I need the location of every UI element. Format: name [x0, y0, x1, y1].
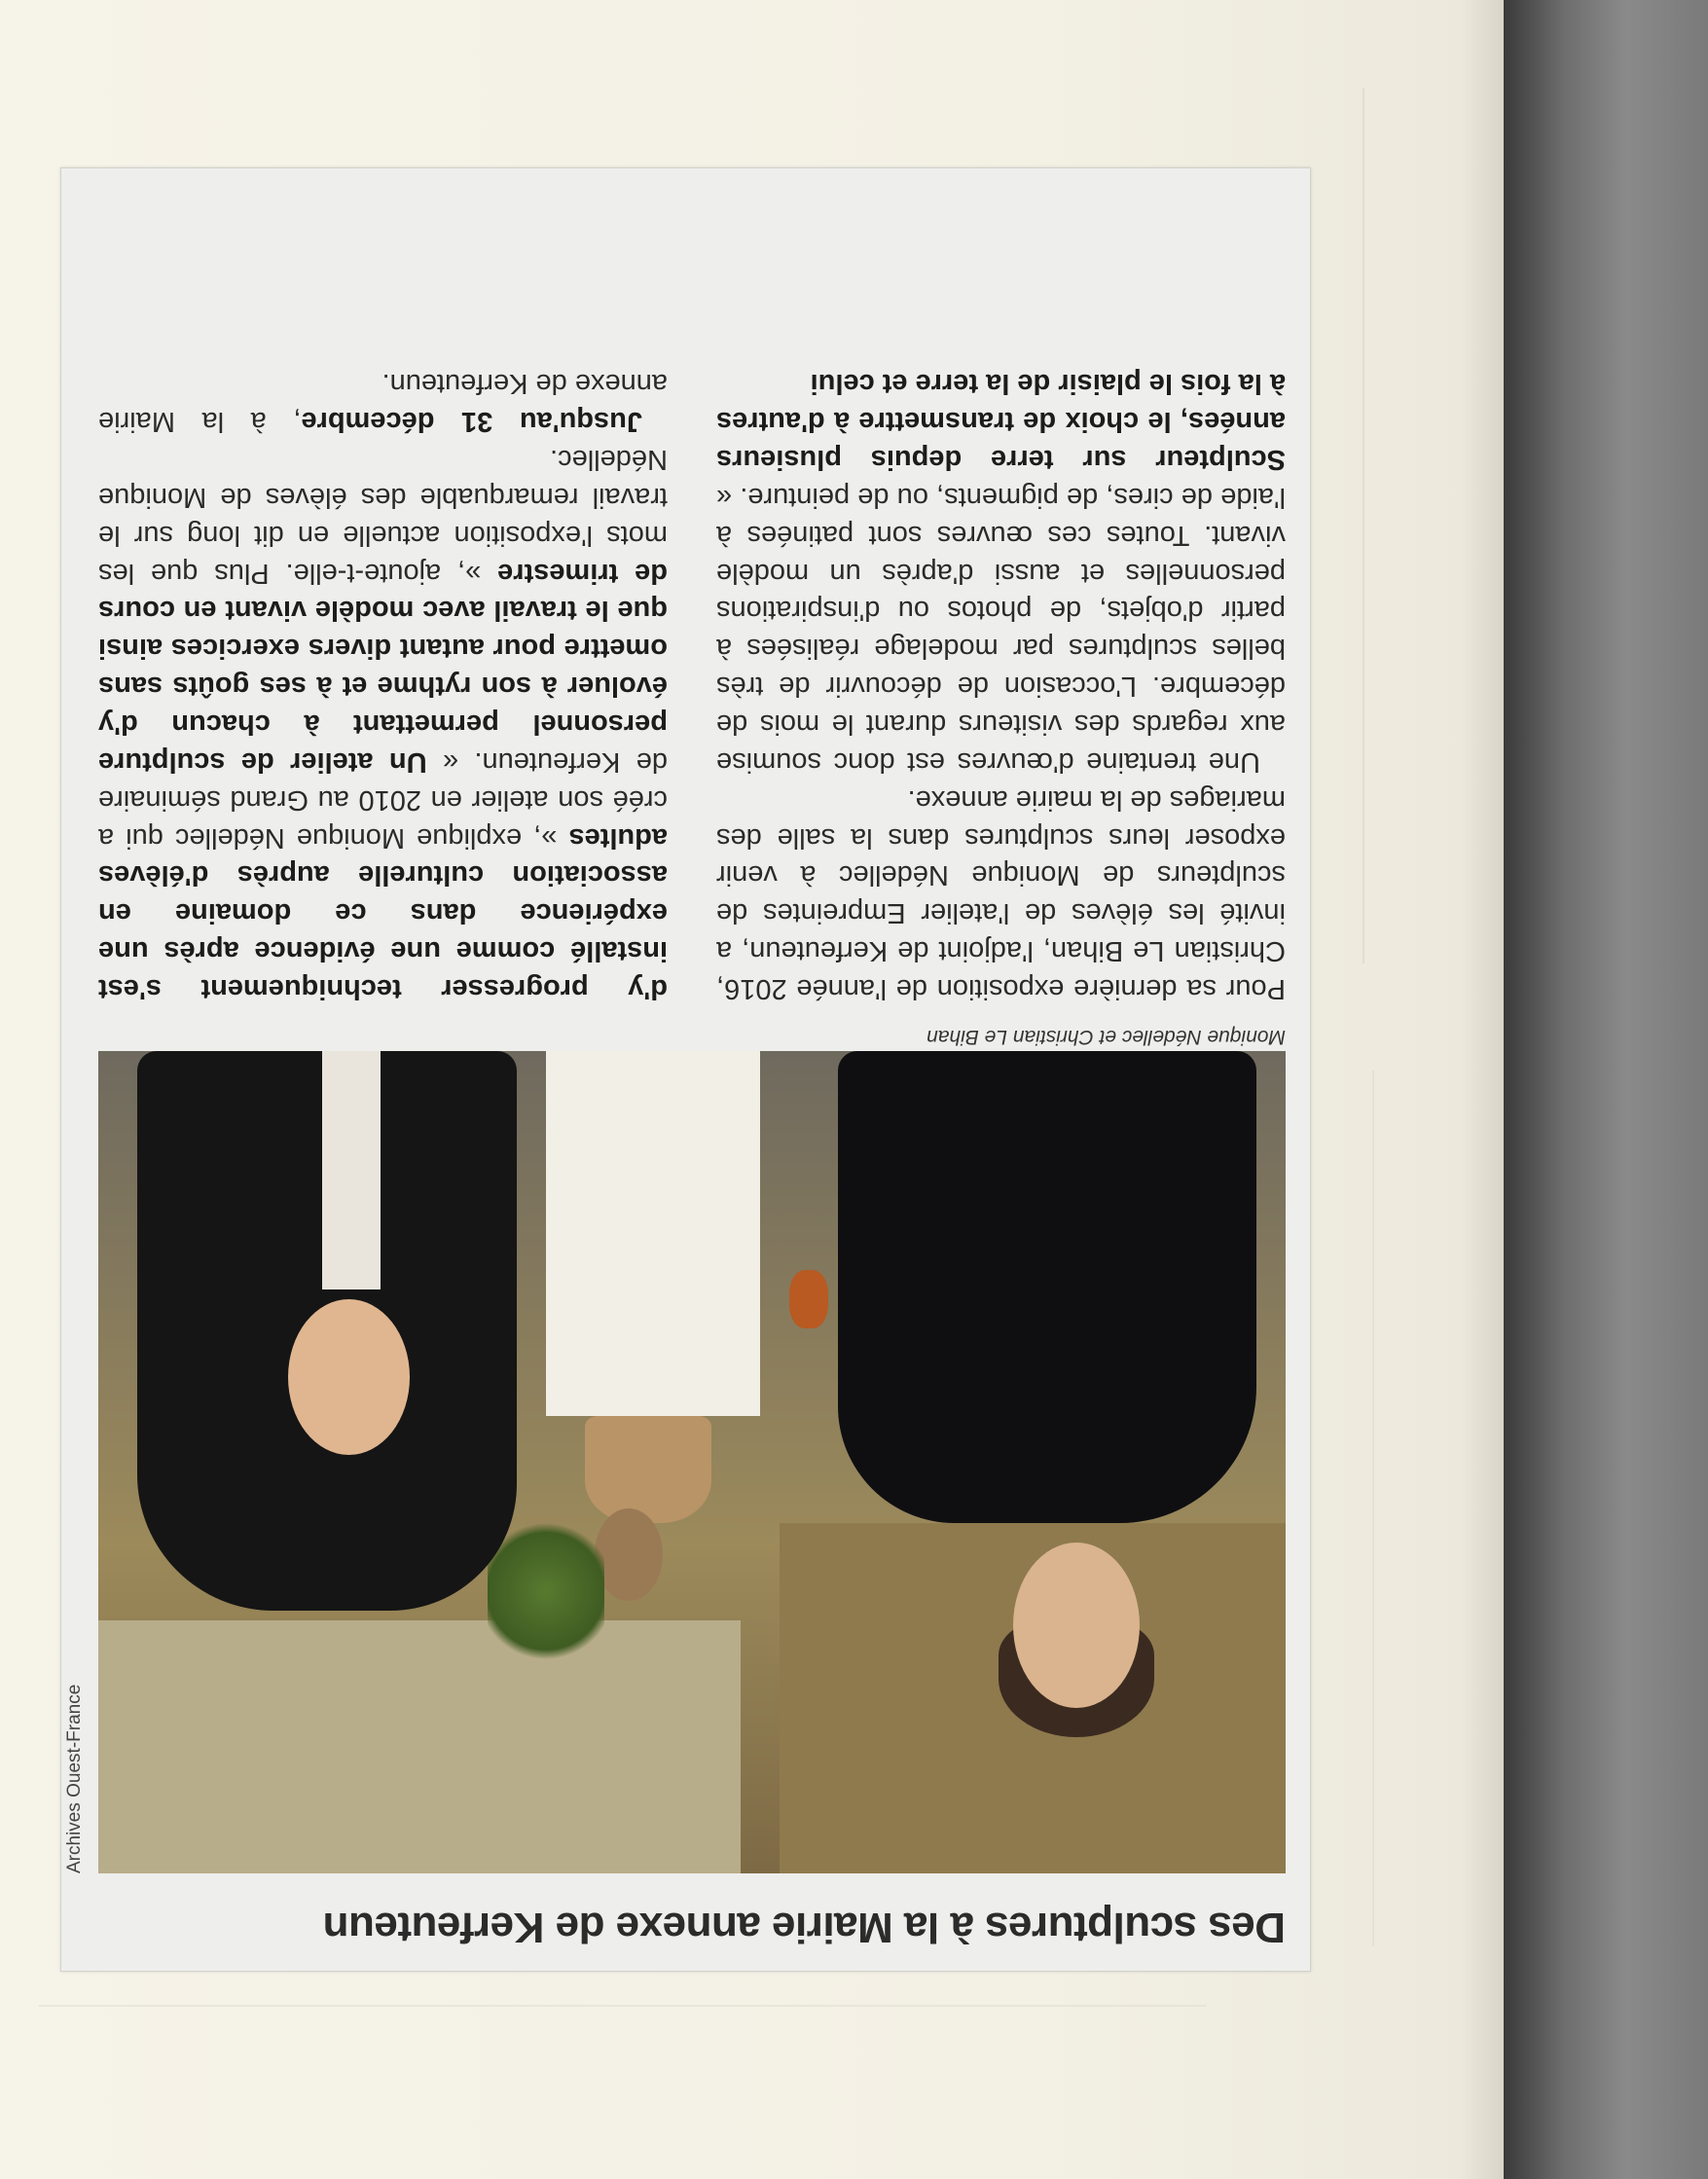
photo-background — [98, 1620, 741, 1873]
person-christian-shirt — [322, 1051, 381, 1289]
photo-caption: Monique Nédellec et Christian Le Bihan — [927, 1026, 1286, 1048]
lamp — [789, 1270, 828, 1328]
person-monique — [838, 1051, 1256, 1523]
sculpture-bust — [585, 1416, 711, 1523]
faint-handwriting — [1372, 1071, 1423, 1946]
page-edge — [1460, 0, 1504, 2179]
paragraph: d'y progresser techniquement s'est installé comme une évidence après une expérience dans ce domaine en association culturelle auprès d'élèves adultes », explique Monique Nédellec qui a créé son atelier en 2010 au Grand séminaire de Kerfeuteun. « Un atelier de sculpture personnel permettant à chacun d'y évoluer à son rythme et à ses goûts sans omettre pour autant divers exercices ainsi que le travail avec modèle vivant en cours de trimestre », ajoute-t-elle. Plus que les mots l'exposition actuelle en dit long sur le travail remarquable des élèves de Monique Nédellec. — [98, 443, 668, 1004]
article-photo — [98, 1051, 1286, 1873]
article-column-2 — [98, 200, 668, 1007]
photo-credit: Archives Ouest-France — [64, 1684, 85, 1873]
person-christian-face — [288, 1299, 410, 1455]
paragraph: Une trentaine d'œuvres est donc soumise aux regards des visiteurs durant le mois de décembre. L'occasion de découvrir de très belles sculptures par modelage réalisées à partir d'objets, de photos ou d'inspirations personnelles et aussi d'après un modèle vivant. Toutes ces œuvres sont patinées à l'aide de cires, de pigments, ou de peinture. « Sculpteur sur terre depuis plusieurs années, le choix de transmettre à d'autres à la fois le plaisir de la terre et celui — [716, 368, 1286, 778]
article-body — [98, 200, 1286, 1007]
faint-handwriting — [39, 2005, 1207, 2007]
article-column-1 — [716, 200, 1286, 1007]
person-monique-face — [1013, 1543, 1140, 1708]
sculpture-pedestal — [546, 1051, 760, 1416]
binder-cover — [1504, 0, 1708, 2179]
newspaper-clipping — [60, 167, 1311, 1972]
sculpture-head — [595, 1508, 663, 1601]
faint-handwriting — [1363, 88, 1423, 963]
paragraph: Pour sa dernière exposition de l'année 2016, Christian Le Bihan, l'adjoint de Kerfeuteun, a invité les élèves de l'atelier Empreintes de sculpteurs de Monique Nédellec à venir exposer leurs sculptures dans la salle des mariages de la mairie annexe. — [716, 783, 1286, 1004]
headline: Des sculptures à la Mairie annexe de Kerfeuteun — [323, 1904, 1286, 1951]
paragraph: Jusqu'au 31 décembre, à la Mairie annexe de Kerfeuteun. — [98, 368, 668, 438]
